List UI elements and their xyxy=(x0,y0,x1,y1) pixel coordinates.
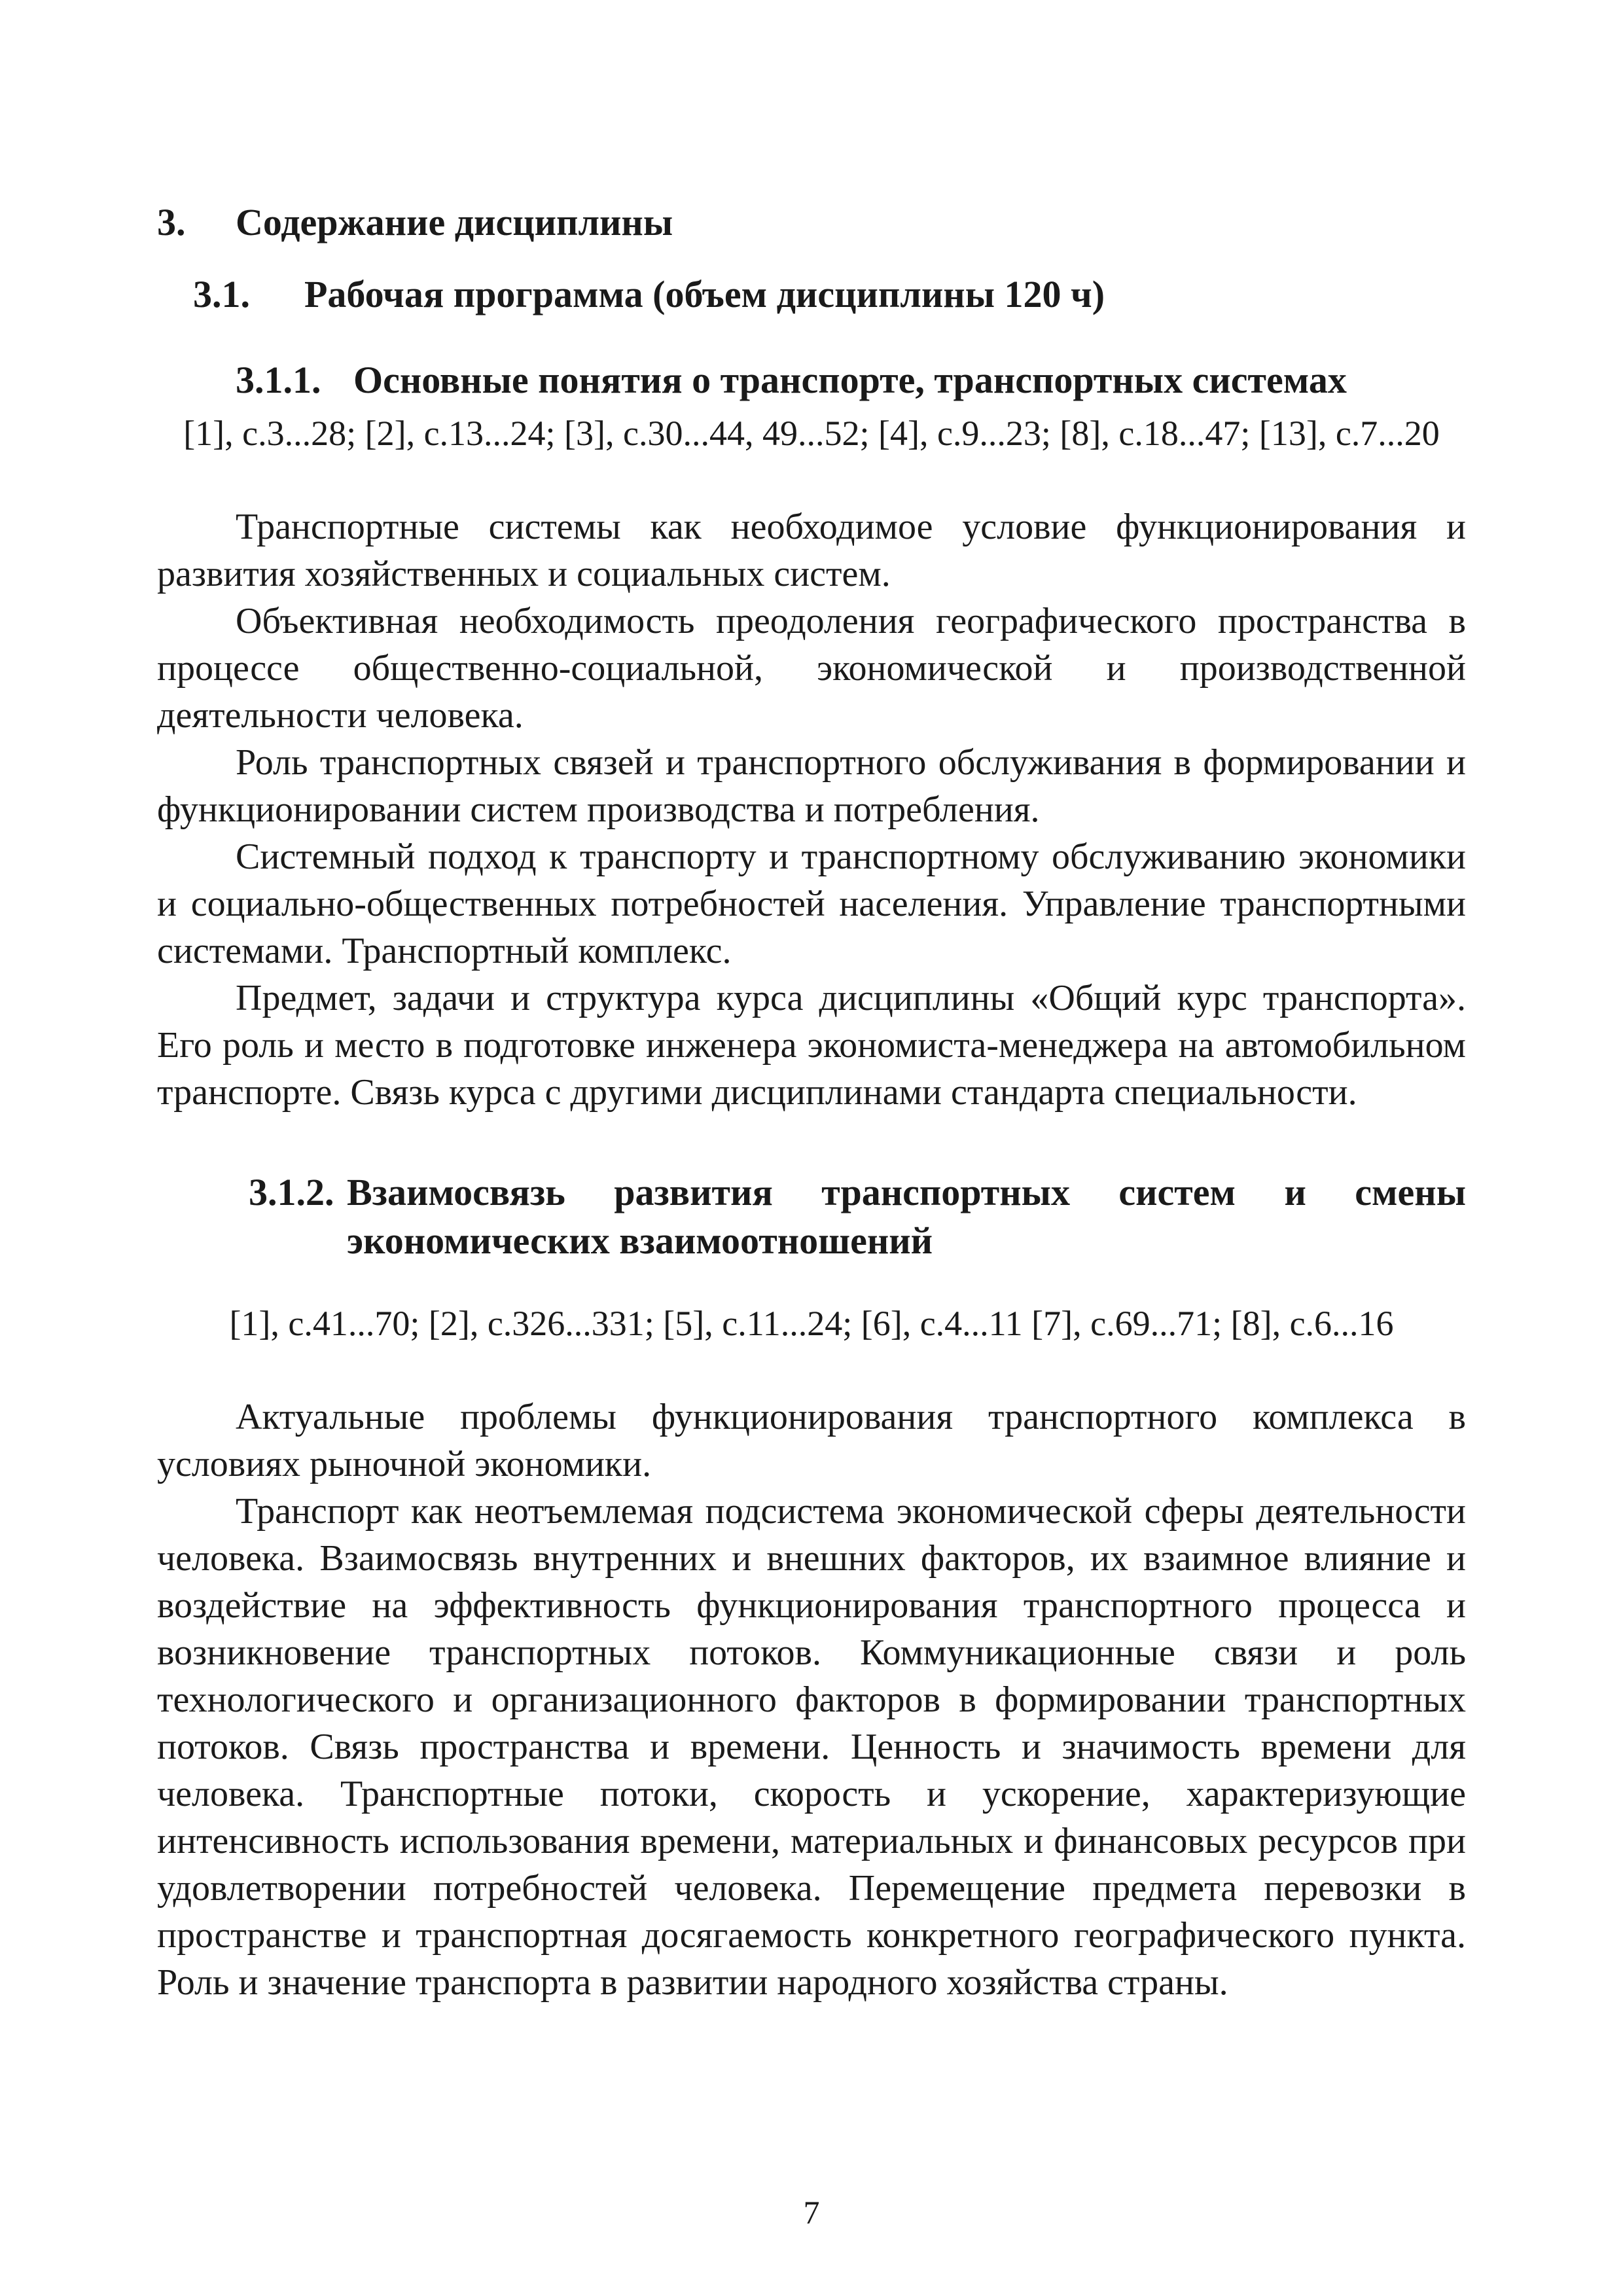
subsection-heading xyxy=(157,268,1466,321)
section-heading xyxy=(157,196,1466,249)
topic2-paragraph: Транспорт как неотъемлемая подсистема экономической сферы деятельности человека. Взаимосвязь внутренних и внешних факторов, их взаимное влияние и воздействие на эффективность функционирования транспортного процесса и возникновение транспортных потоков. Коммуникационные связи и роль технологического и организационного факторов в формировании транспортных потоков. Связь пространства и времени. Ценность и значимость времени для человека. Транспортные потоки, скорость и ускорение, характеризующие интенсивность использования времени, материальных и финансовых ресурсов при удовлетворении потребностей человека. Перемещение предмета перевозки в пространстве и транспортная досягаемость конкретного географического пункта. Роль и значение транспорта в развитии народного хозяйства страны. xyxy=(157,1491,1466,2003)
page-content xyxy=(157,196,1466,2006)
topic2-paragraph: Актуальные проблемы функционирования транспортного комплекса в условиях рыночной экономики. xyxy=(157,1397,1466,1484)
topic1-paragraph: Объективная необходимость преодоления географического пространства в процессе общественно-социальной, экономической и производственной деятельности человека. xyxy=(157,601,1466,736)
topic2-number: 3.1.2. xyxy=(249,1171,334,1213)
topic1-title: Основные понятия о транспорте, транспортных системах xyxy=(353,359,1347,401)
topic1-heading xyxy=(157,357,1466,404)
topic2-title: Взаимосвязь развития транспортных систем и смены экономических взаимоотношений xyxy=(347,1171,1466,1262)
topic1-paragraph: Предмет, задачи и структура курса дисциплины «Общий курс транспорта». Его роль и место в подготовке инженера экономиста-менеджера на автомобильном транспорте. Связь курса с другими дисциплинами стандарта специальности. xyxy=(157,978,1466,1113)
section-title: Содержание дисциплины xyxy=(236,201,673,243)
topic1-paragraph: Транспортные системы как необходимое условие функционирования и развития хозяйственных и социальных систем. xyxy=(157,507,1466,594)
topic1-paragraph: Системный подход к транспорту и транспортному обслуживанию экономики и социально-общественных потребностей населения. Управление транспортными системами. Транспортный комплекс. xyxy=(157,836,1466,971)
subsection-number: 3.1. xyxy=(193,273,250,315)
topic2-heading xyxy=(157,1168,1466,1265)
section-number: 3. xyxy=(157,201,186,243)
topic2-references: [1], с.41...70; [2], с.326...331; [5], с.11...24; [6], с.4...11 [7], с.69...71; [8], с.6...16 xyxy=(229,1304,1394,1343)
topic1-references: [1], с.3...28; [2], с.13...24; [3], с.30...44, 49...52; [4], с.9...23; [8], с.18...47; [13], с.7...20 xyxy=(183,414,1440,453)
subsection-title: Рабочая программа (объем дисциплины 120 ч) xyxy=(304,273,1105,315)
page-number: 7 xyxy=(803,2194,820,2231)
topic1-number: 3.1.1. xyxy=(236,359,321,401)
topic1-paragraph: Роль транспортных связей и транспортного обслуживания в формировании и функционировании систем производства и потребления. xyxy=(157,742,1466,830)
